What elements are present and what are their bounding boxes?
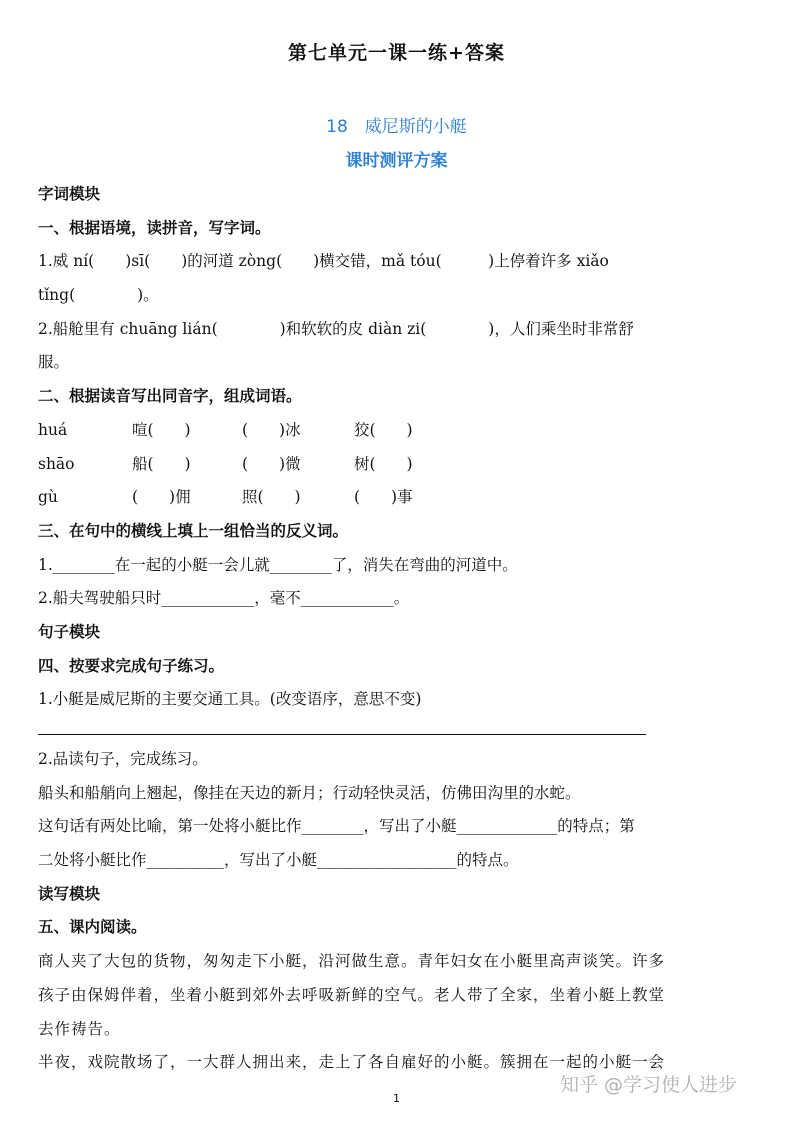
question-1-line-2: tǐng( )。 [38, 286, 159, 305]
word-blank: 喧( ) [132, 420, 191, 439]
passage-line: 商人夹了大包的货物，匆匆走下小艇，沿河做生意。青年妇女在小艇里高声谈笑。许多 [38, 952, 666, 971]
section-heading-sentences: 句子模块 [38, 622, 101, 641]
question-4-line-4: 这句话有两处比喻，第一处将小艇比作________，写出了小艇_____________的特点；第 [38, 817, 635, 836]
pinyin: shāo [38, 454, 75, 473]
passage-line: 去作祷告。 [38, 1019, 121, 1038]
word-blank: ( )冰 [242, 420, 301, 439]
lesson-subtitle: 课时测评方案 [345, 151, 448, 171]
homophone-row [38, 481, 758, 515]
word-blank: ( )事 [354, 488, 413, 507]
question-1-line-1: 1.威 ní( )sī( )的河道 zòng( )横交错，mǎ tóu( )上停着许多 xiǎo [38, 252, 609, 271]
answer-line [38, 719, 758, 741]
watermark: 知乎 @学习使人进步 [560, 1074, 738, 1096]
document-title: 第七单元一课一练+答案 [288, 42, 505, 64]
question-4-line-5: 二处将小艇比作__________，写出了小艇__________________的特点。 [38, 851, 519, 870]
question-3-line-1: 1.________在一起的小艇一会儿就________了，消失在弯曲的河道中。 [38, 555, 518, 574]
passage-line: 孩子由保姆伴着，坐着小艇到郊外去呼吸新鲜的空气。老人带了全家，坐着小艇上教堂 [38, 985, 666, 1004]
question-3-heading: 三、在句中的横线上填上一组恰当的反义词。 [38, 521, 349, 540]
question-2-heading: 二、根据读音写出同音字，组成词语。 [38, 387, 302, 406]
question-1-line-3: 2.船舱里有 chuāng lián( )和软软的皮 diàn zi( )，人们乘坐时非常舒 [38, 319, 634, 338]
word-blank: 船( ) [132, 454, 191, 473]
question-3-line-2: 2.船夫驾驶船只时____________，毫不____________。 [38, 589, 410, 608]
pinyin: gù [38, 488, 58, 507]
question-4-line-2: 2.品读句子，完成练习。 [38, 750, 208, 768]
question-5-heading: 五、课内阅读。 [38, 918, 147, 937]
homophone-row [38, 414, 758, 448]
worksheet-content [38, 178, 758, 1080]
reading-passage [38, 945, 758, 1080]
question-4-heading: 四、按要求完成句子练习。 [38, 656, 225, 675]
section-heading-reading: 读写模块 [38, 884, 101, 903]
question-1-line-4: 服。 [38, 353, 70, 372]
question-1-heading: 一、根据语境，读拼音，写字词。 [38, 218, 271, 237]
word-blank: 树( ) [354, 454, 413, 473]
word-blank: 狡( ) [354, 420, 413, 439]
question-4-line-3: 船头和船艄向上翘起，像挂在天边的新月；行动轻快灵活，仿佛田沟里的水蛇。 [38, 783, 581, 802]
word-blank: 照( ) [242, 488, 301, 507]
section-heading-words: 字词模块 [38, 185, 101, 203]
passage-line: 半夜，戏院散场了，一大群人拥出来，走上了各自雇好的小艇。簇拥在一起的小艇一会 [38, 1053, 666, 1072]
word-blank: ( )佣 [132, 488, 191, 507]
word-blank: ( )微 [242, 454, 301, 473]
pinyin: huá [38, 420, 68, 439]
lesson-title: 18 威尼斯的小艇 [326, 117, 467, 137]
question-4-line-1: 1.小艇是威尼斯的主要交通工具。(改变语序，意思不变) [38, 690, 422, 709]
page-number: 1 [393, 1092, 400, 1105]
homophone-row [38, 448, 758, 482]
